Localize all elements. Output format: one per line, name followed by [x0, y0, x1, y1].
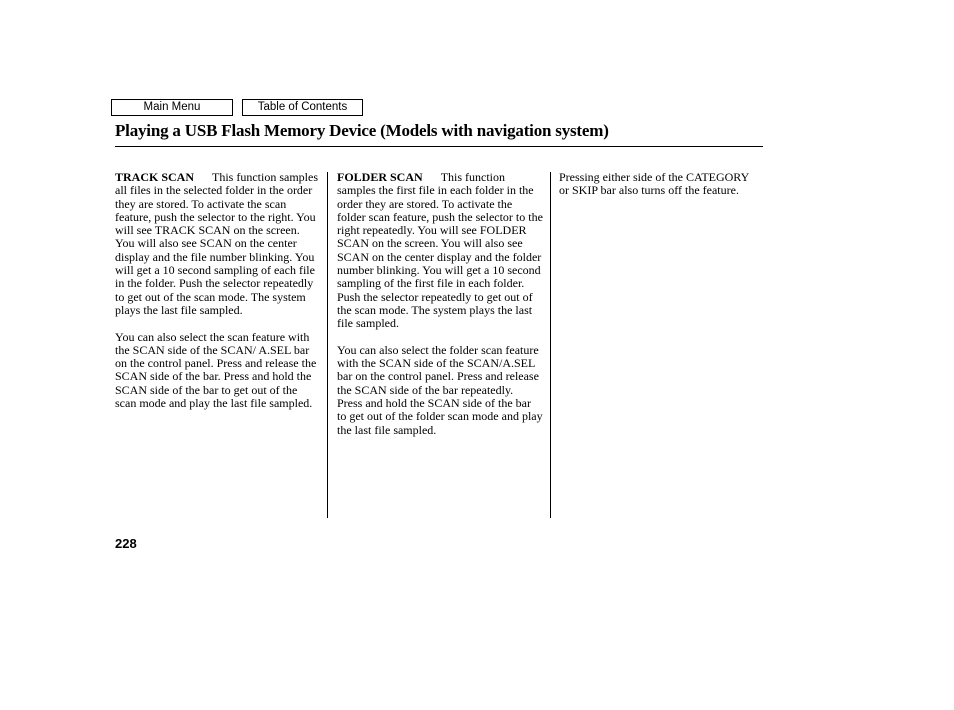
note-paragraph: Pressing either side of the CATEGORY or SKIP bar also turns off the feature.: [559, 170, 749, 198]
folder-scan-heading: FOLDER SCAN: [337, 170, 423, 184]
page-number: 228: [115, 536, 137, 551]
folder-scan-text-1: This function samples the first file in each folder in the order they are stored. To activate the folder scan feature, push the selector to the right repeatedly. You will see FOLDER SCAN on the screen. You will also see SCAN on the center display and the folder number blinking. You will get a 10 second sampling of the first file in each folder. Push the selector repeatedly to get out of the scan mode. The system plays the last file sampled.: [337, 170, 543, 331]
folder-scan-paragraph-2: You can also select the folder scan feature with the SCAN side of the SCAN/A.SEL bar on the control panel. Press and release the SCAN side of the bar repeatedly.: [337, 342, 539, 397]
main-menu-button[interactable]: Main Menu: [111, 99, 233, 116]
page-title: Playing a USB Flash Memory Device (Models with navigation system): [115, 121, 609, 140]
column-track-scan: [115, 171, 321, 424]
table-of-contents-button[interactable]: Table of Contents: [242, 99, 363, 116]
track-scan-paragraph-1: [115, 171, 321, 317]
column-folder-scan: [337, 171, 543, 450]
column-note: [559, 171, 759, 211]
title-divider: [115, 146, 763, 147]
folder-scan-paragraph-1: [337, 171, 543, 331]
column-divider-2: [550, 172, 551, 518]
track-scan-text-1: This function samples all files in the selected folder in the order they are stored. To activate the scan feature, push the selector to the right. You will see TRACK SCAN on the screen. You will also see SCAN on the center display and the file number blinking. You will get a 10 second sampling of each file in the folder. Push the selector repeatedly to get out of the scan mode. The system plays the last file sampled.: [115, 170, 318, 317]
column-divider-1: [327, 172, 328, 518]
folder-scan-paragraph-3: Press and hold the SCAN side of the bar to get out of the folder scan mode and play the last file sampled.: [337, 396, 543, 437]
track-scan-heading: TRACK SCAN: [115, 170, 195, 184]
track-scan-paragraph-2: You can also select the scan feature with the SCAN side of the SCAN/ A.SEL bar on the control panel. Press and release the SCAN side of the bar. Press and hold the SCAN side of the bar to get out of the scan mode and play the last file sampled.: [115, 329, 317, 411]
